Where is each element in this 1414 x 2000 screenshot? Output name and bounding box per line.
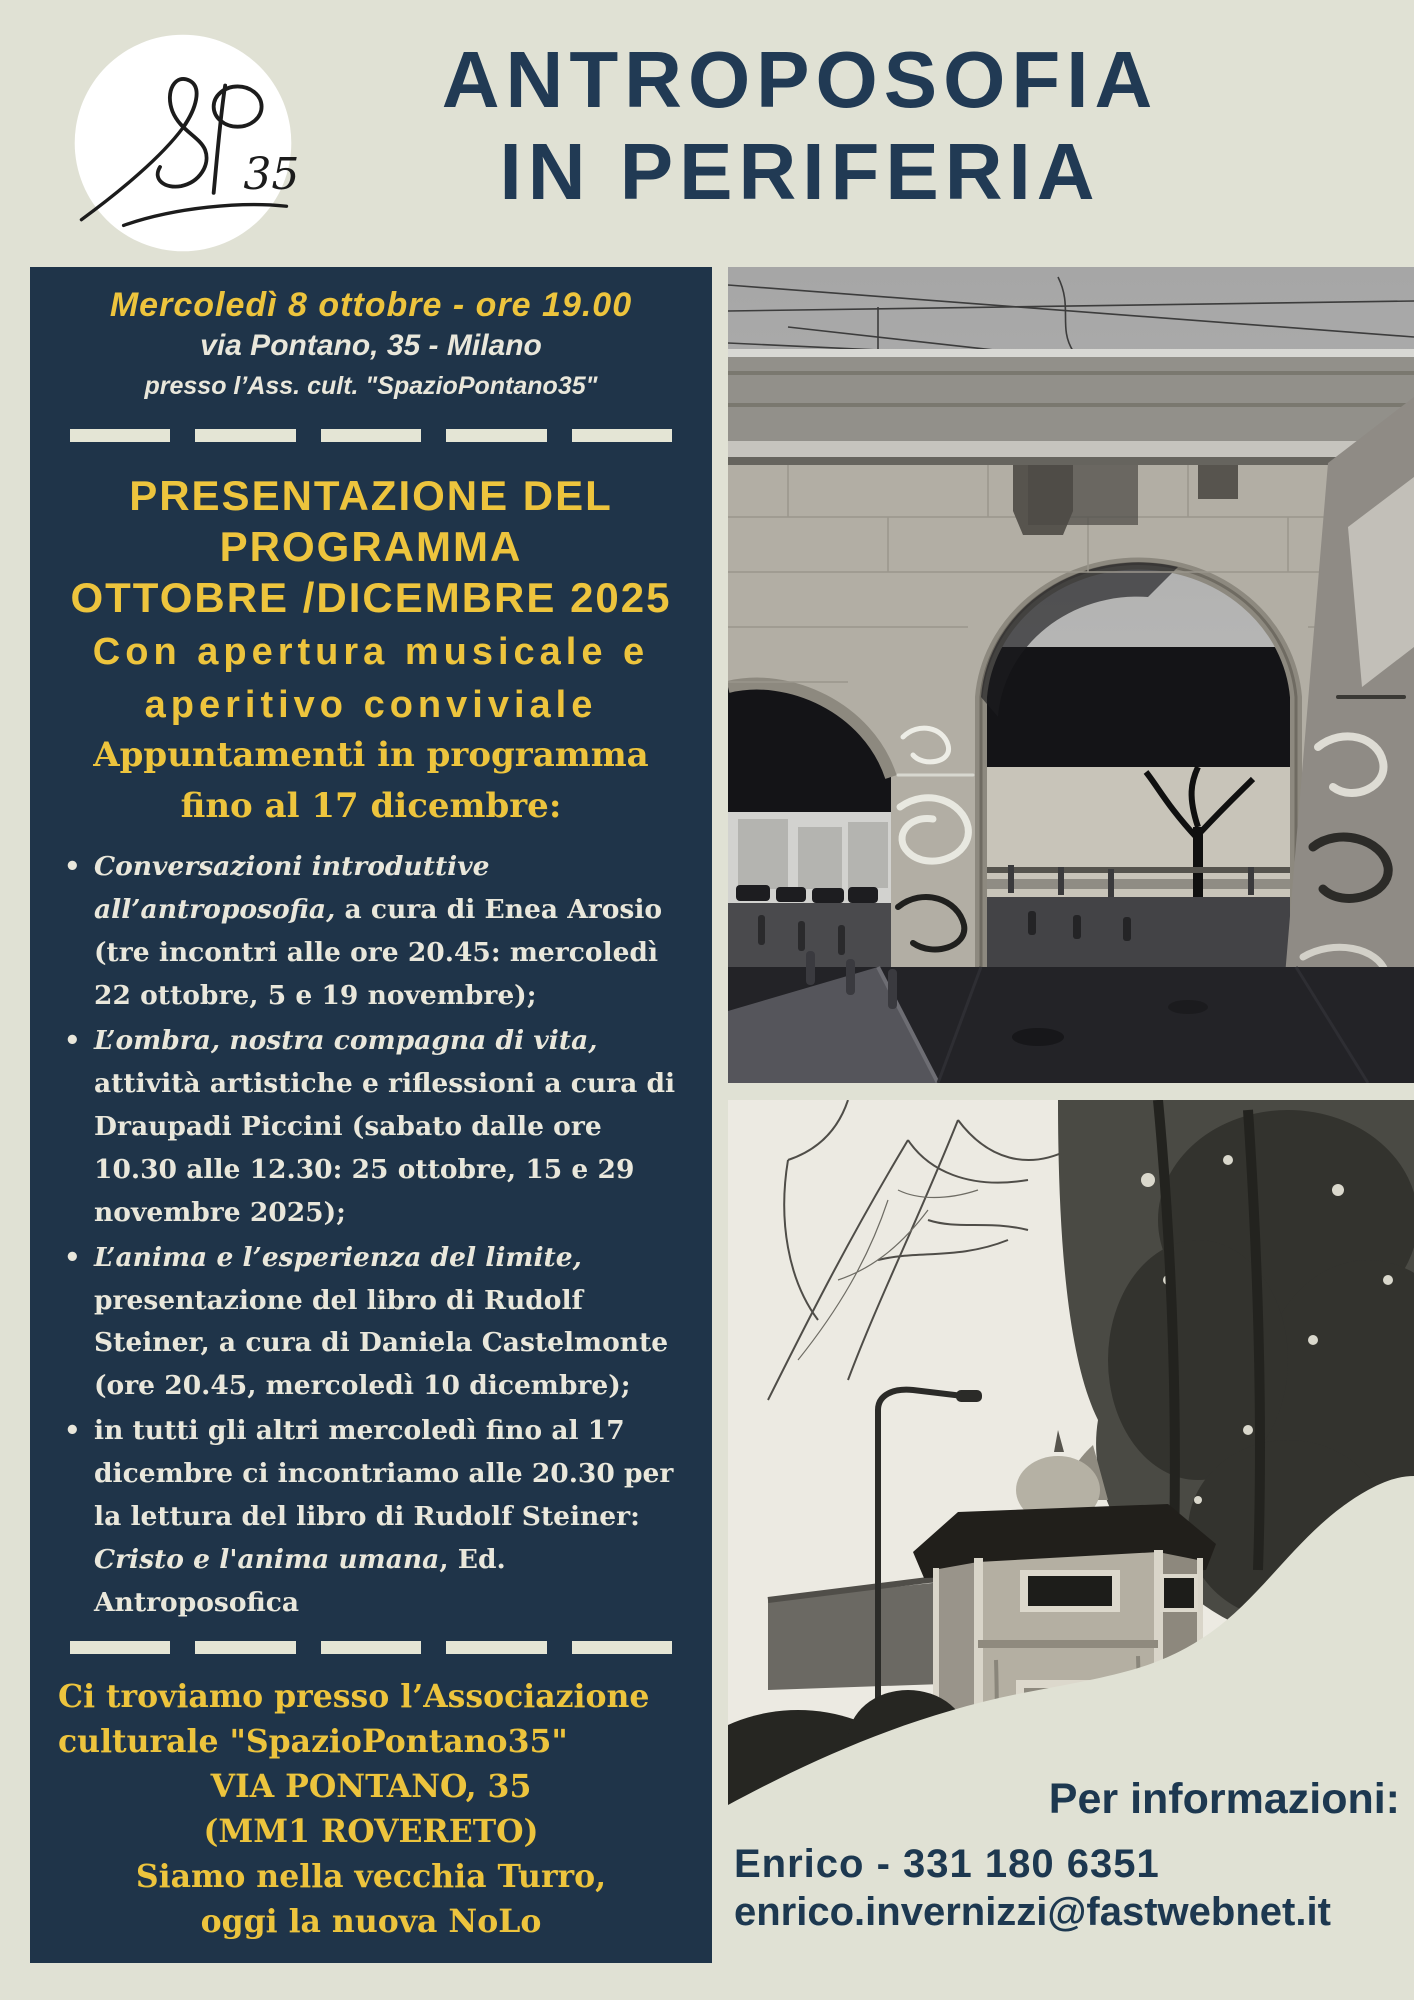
- dashed-divider-top: [70, 429, 672, 442]
- footer-metro: (MM1 ROVERETO): [203, 1812, 539, 1850]
- event-venue: presso l’Ass. cult. "SpazioPontano35": [144, 372, 598, 401]
- footer-line: culturale "SpazioPontano35": [58, 1722, 568, 1760]
- viaduct-photo: [728, 267, 1414, 1083]
- program-heading: PRESENTAZIONE DEL PROGRAMMA: [129, 471, 613, 571]
- program-note-line1: Con apertura musicale e: [92, 630, 650, 673]
- list-item: • Conversazioni introduttive all’antroposofia, a cura di Enea Arosio (tre incontri alle ore 20.45: mercoledì 22 ottobre, 5 e 19 novembre);: [54, 846, 688, 1018]
- list-item: • L’anima e l’esperienza del limite, presentazione del libro di Rudolf Steiner, a cura di Daniela Castelmonte (ore 20.45, mercoledì 10 dicembre);: [54, 1237, 688, 1409]
- contact-email: enrico.invernizzi@fastwebnet.it: [734, 1890, 1331, 1935]
- poster-title: [270, 34, 1330, 218]
- title-line-1: ANTROPOSOFIA: [441, 35, 1159, 124]
- appointments-heading-line2: fino al 17 dicembre:: [180, 786, 562, 827]
- signature-logo-icon: [68, 28, 298, 258]
- location-footer: [54, 1674, 688, 1944]
- program-period: OTTOBRE /DICEMBRE 2025: [70, 574, 672, 622]
- footer-line: Ci troviamo presso l’Associazione: [58, 1677, 650, 1715]
- program-note-line2: aperitivo conviviale: [144, 683, 598, 726]
- footer-line: oggi la nuova NoLo: [200, 1903, 542, 1941]
- event-date: Mercoledì 8 ottobre - ore 19.00: [109, 286, 633, 324]
- list-item: • L’ombra, nostra compagna di vita, attività artistiche e riflessioni a cura di Draupadi Piccini (sabato dalle ore 10.30 alle 12.30: 25 ottobre, 15 e 29 novembre 2025);: [54, 1020, 688, 1235]
- viaduct-photo-graphic: [728, 267, 1414, 1083]
- event-address: via Pontano, 35 - Milano: [200, 328, 542, 362]
- event-info-panel: [30, 267, 712, 1963]
- contact-phone: Enrico - 331 180 6351: [734, 1841, 1160, 1886]
- footer-line: Siamo nella vecchia Turro,: [135, 1858, 607, 1895]
- footer-street: VIA PONTANO, 35: [210, 1767, 532, 1805]
- dashed-divider-bottom: [70, 1641, 672, 1654]
- program-list: [54, 846, 688, 1625]
- title-line-2: IN PERIFERIA: [499, 127, 1101, 216]
- spaziopontano35-logo: [68, 28, 298, 258]
- contact-info: [730, 1774, 1406, 1937]
- contact-heading: Per informazioni:: [1048, 1775, 1400, 1823]
- list-item: • in tutti gli altri mercoledì fino al 17 dicembre ci incontriamo alle 20.30 per la lettura del libro di Rudolf Steiner: Cristo e l'anima umana, Ed. Antroposofica: [54, 1410, 688, 1625]
- logo-number: 35: [243, 149, 298, 200]
- appointments-heading-line1: Appuntamenti in programma: [93, 735, 649, 776]
